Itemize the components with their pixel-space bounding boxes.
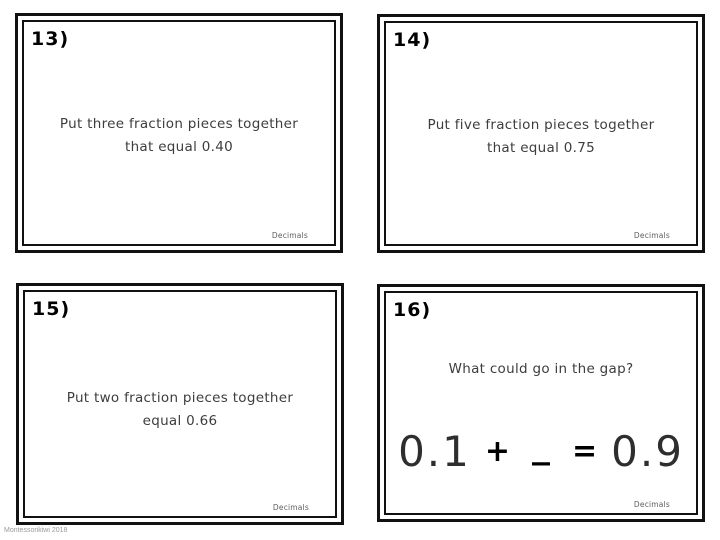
question-line: Put five fraction pieces together — [427, 117, 655, 133]
card-question — [386, 114, 696, 160]
card-number: 14) — [393, 29, 432, 51]
card-number: 16) — [393, 299, 432, 321]
equals-sign: = — [572, 434, 598, 469]
card-question — [25, 387, 335, 433]
card-category-label: Decimals — [272, 503, 309, 512]
task-card-13-inner-frame — [22, 20, 336, 246]
card-category-label: Decimals — [633, 500, 670, 509]
question-line: Put three fraction pieces together — [59, 116, 299, 132]
equation-operand-left: 0.1 — [398, 427, 471, 476]
question-line: Put two fraction pieces together — [66, 390, 294, 406]
card-category-label: Decimals — [633, 231, 670, 240]
plus-sign: + — [484, 434, 510, 469]
question-line: equal 0.66 — [142, 413, 218, 429]
watermark-credit: Montessorikiwi 2018 — [4, 527, 68, 534]
card-question: What could go in the gap? — [448, 361, 634, 377]
card-question — [24, 113, 334, 159]
task-card-15 — [16, 283, 344, 525]
task-card-14-inner-frame — [384, 21, 698, 246]
equation — [386, 425, 696, 476]
question-line: that equal 0.75 — [486, 140, 595, 156]
card-number: 15) — [32, 298, 71, 320]
task-card-13 — [15, 13, 343, 253]
card-number: 13) — [31, 28, 70, 50]
task-card-16-inner-frame — [384, 291, 698, 515]
task-card-16 — [377, 284, 705, 522]
task-card-14 — [377, 14, 705, 253]
equation-gap-blank: _ — [532, 425, 550, 466]
task-card-15-inner-frame — [23, 290, 337, 518]
question-line: that equal 0.40 — [124, 139, 233, 155]
equation-operand-right: 0.9 — [611, 427, 684, 476]
card-category-label: Decimals — [271, 231, 308, 240]
